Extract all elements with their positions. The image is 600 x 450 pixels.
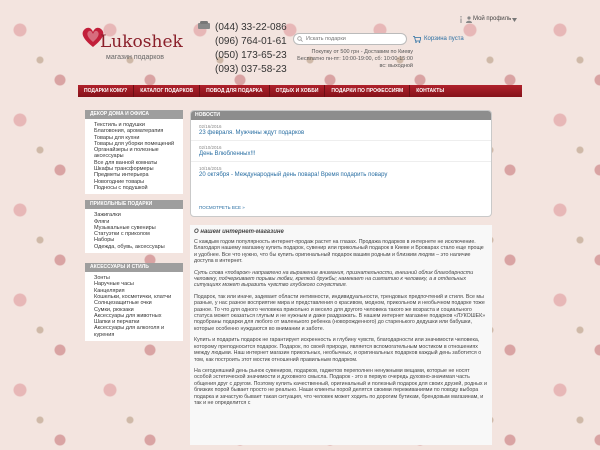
sidebar-item[interactable]: Текстиль и подушки xyxy=(94,122,145,128)
news-item xyxy=(191,120,491,141)
search-box xyxy=(293,33,407,45)
info-icon[interactable] xyxy=(458,16,464,23)
logo-subtitle: магазин подарков xyxy=(106,54,165,61)
article-paragraph: На сегодняшний день рынок сувениров, подарков, гаджетов переполнен ненужными вещами, которые не носят особой эстетической значимости и духовного смысла. Подарок - это в первую очередь духовно-значимая часть общения друг с другом. Поэтому купить качественный, оригинальный и полезный подарок для своих друзей, родных и близких порой бывает просто не реально. Наши клиенты порой делятся своими переживаниями по поводу выбора подарка и зачастую бывает такая ситуация, что человек может ходить по дорогим бутикам, брендовым магазинам, и так и не определится с xyxy=(194,367,488,406)
phone-icon xyxy=(197,20,211,30)
sidebar-item[interactable]: Сумки, рюкзаки xyxy=(94,306,134,313)
news-link[interactable]: 23 февраля. Мужчины ждут подарков xyxy=(199,130,305,136)
phone-list xyxy=(215,21,287,77)
sidebar-item[interactable]: Наборы xyxy=(94,237,115,244)
sidebar-item[interactable]: Органайзеры и полезные аксессуары xyxy=(94,147,159,160)
sidebar-block-accessories xyxy=(85,263,183,341)
sidebar-item[interactable]: Аксессуары для животных xyxy=(94,312,162,319)
sidebar-item[interactable]: Аксессуары для алкоголя и курения xyxy=(94,325,165,338)
sidebar-item[interactable]: Канцелярия xyxy=(94,287,125,294)
sidebar-block-decor xyxy=(85,110,183,194)
nav-item-catalog[interactable]: КАТАЛОГ ПОДАРКОВ xyxy=(134,85,200,97)
main-nav xyxy=(78,85,522,97)
main-content xyxy=(190,110,492,445)
sidebar-item[interactable]: Зажигалки xyxy=(94,212,121,219)
nav-item-professions[interactable]: ПОДАРКИ ПО ПРОФЕССИЯМ xyxy=(325,85,410,97)
news-date: 02/16/2016 xyxy=(199,124,222,129)
sidebar-item[interactable]: Музыкальные сувениры xyxy=(94,224,156,231)
news-panel xyxy=(190,110,492,217)
sidebar-item[interactable]: Подносы с подушкой xyxy=(94,184,148,191)
news-heading: НОВОСТИ xyxy=(191,111,491,120)
sidebar-item[interactable]: Наручные часы xyxy=(94,281,134,288)
phone-number: (050) 173-65-23 xyxy=(215,50,287,61)
article-paragraph: Суть слова «подарок» направлено на выражение внимания, признательности, внешний облик благодарности человеку, подчеркивает порывы любви, крепкой дружбы; намекает на симпатию к человеку, а в отдельных ситуациях может выразить чувство глубокого сочувствия. xyxy=(194,269,474,289)
sidebar-item[interactable]: Фляги xyxy=(94,218,110,225)
sidebar-list xyxy=(85,119,183,194)
sidebar-block-funny xyxy=(85,200,183,253)
sidebar-item[interactable]: Кошельки, косметички, клатчи xyxy=(94,293,172,300)
news-date: 10/16/2015 xyxy=(199,166,222,171)
news-see-all-link[interactable]: ПОСМОТРЕТЬ ВСЕ » xyxy=(199,205,245,210)
phone-number: (093) 037-58-23 xyxy=(215,64,287,75)
sidebar-item[interactable]: Новогодние товары xyxy=(94,178,145,185)
sidebar-item[interactable]: Предметы интерьера xyxy=(94,172,149,179)
article-title: О нашем интернет-магазине xyxy=(194,229,284,235)
chevron-down-icon[interactable] xyxy=(512,18,517,22)
cart-link[interactable]: Корзина пуста xyxy=(424,36,464,42)
nav-item-recipients[interactable]: ПОДАРКИ КОМУ? xyxy=(78,85,134,97)
delivery-info: Покупку от 500 грн - Доставим по Киеву Бесплатно пн-пт: 10:00-19:00, сб: 10:00-15:00 вс: выходной xyxy=(297,49,413,69)
sidebar-item[interactable]: Одежда, обувь, аксессуары xyxy=(94,243,165,250)
news-link[interactable]: День Влюбленных!!! xyxy=(199,151,256,157)
article-paragraph: Купить и подарить подарок не гарантирует искренность и глубину чувств, благодарности или значимости человека, которому преподносится подарок. Подарок, по своей природе, является вспомогательным мостиком в отношениях между людьми. Наш интернет магазин прикольных, необычных, и оригинальных подарков каждый день заботится о том, как построить этот мостик отношений правильным подарком. xyxy=(194,337,482,363)
sidebar xyxy=(85,110,183,347)
about-article xyxy=(190,225,492,445)
sidebar-item[interactable]: Солнцезащитные очки xyxy=(94,300,152,307)
nav-item-contacts[interactable]: КОНТАКТЫ xyxy=(416,88,445,94)
profile-link[interactable]: Мой профиль xyxy=(473,16,512,22)
nav-item-hobby[interactable]: ОТДЫХ И ХОББИ xyxy=(270,85,326,97)
sidebar-list xyxy=(85,209,183,253)
sidebar-item[interactable]: Зонты xyxy=(94,275,110,282)
sidebar-heading: ПРИКОЛЬНЫЕ ПОДАРКИ xyxy=(85,200,183,209)
phone-number: (044) 33-22-086 xyxy=(215,22,287,33)
search-icon[interactable] xyxy=(297,36,303,42)
search-input[interactable] xyxy=(306,34,406,44)
news-link[interactable]: 20 октября - Международный день повара! Время подарить повару xyxy=(199,172,388,178)
sidebar-heading: АКСЕССУАРЫ И СТИЛЬ xyxy=(85,263,183,272)
sidebar-item[interactable]: Шкафы трансформеры xyxy=(94,166,154,173)
sidebar-item[interactable]: Шапки и перчатки xyxy=(94,319,140,326)
sidebar-item[interactable]: Товары для уборки помещений xyxy=(94,140,175,147)
user-icon[interactable] xyxy=(466,16,472,23)
sidebar-item[interactable]: Все для ванной комнаты xyxy=(94,159,158,166)
nav-item-occasion[interactable]: ПОВОД ДЛЯ ПОДАРКА xyxy=(200,85,269,97)
article-paragraph: Подарок, так или иначе, задевает области интимности, индивидуальности, трендовых предпочтений и стиля. Все мы разные, у нас разное восприятие мира и представления о красивом, модном, прикольном и необычном подарке тоже разное. То что для одного человека прикольно и весело для другого человека такого же возраста и социального статуса может оказаться глупым и не нужным и даже раздражать. В нашем интернет магазине подарков «ЛУКОШЕК» подобраны подарки для любого от маленького ребенка (новорожденного) до старенького дедушки или бабушки, которые особенно нуждаются во внимании и заботе. xyxy=(194,293,486,332)
sidebar-item[interactable]: Благовония, ароматерапия xyxy=(94,128,164,135)
sidebar-heading: ДЕКОР ДОМА И ОФИСА xyxy=(85,110,183,119)
logo[interactable] xyxy=(80,18,190,73)
logo-text: Lukoshek xyxy=(100,32,183,52)
news-item xyxy=(191,141,491,162)
sidebar-item[interactable]: Товары для кухни xyxy=(94,134,140,141)
cart-icon[interactable] xyxy=(413,36,421,43)
sidebar-list xyxy=(85,272,183,341)
article-paragraph: С каждым годом популярность интернет-продаж растет на глазах. Продажа подарков в интернете не исключение. Благодаря нашему магазину купить подарок, сувенир или прикольный подарок в Киеве и Броварах стало еще проще и удобнее. Все что нужно, что бы купить оригинальный подарок вашим родным и близким людям – это наличие доступа в интернет. xyxy=(194,239,484,265)
phone-number: (096) 764-01-61 xyxy=(215,36,287,47)
sidebar-item[interactable]: Статуэтки с приколом xyxy=(94,231,150,238)
news-date: 02/10/2016 xyxy=(199,145,222,150)
news-item xyxy=(191,162,491,182)
